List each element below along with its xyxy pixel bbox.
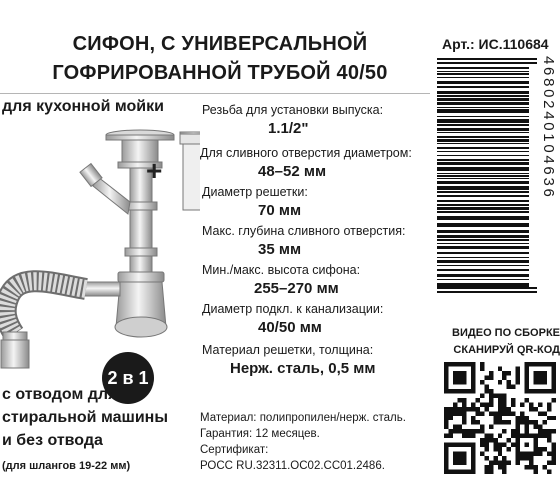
extra-pipe-illustration bbox=[150, 122, 200, 222]
spec-value-max-depth: 35 мм bbox=[258, 241, 302, 258]
title-line-2: ГОФРИРОВАННОЙ ТРУБОЙ 40/50 bbox=[52, 62, 388, 84]
spec-value-thread: 1.1/2" bbox=[268, 120, 309, 137]
title-line-1: СИФОН, С УНИВЕРСАЛЬНОЙ bbox=[72, 33, 368, 55]
two-in-one-badge: 2 в 1 bbox=[102, 352, 154, 404]
spec-value-grate-diameter: 70 мм bbox=[258, 202, 302, 219]
certificate-label: Сертификат: bbox=[200, 444, 269, 456]
qr-code[interactable] bbox=[444, 362, 556, 474]
variant-line-1: с отводом для bbox=[2, 386, 118, 403]
bottle-trap-icon bbox=[115, 272, 167, 337]
subtitle: для кухонной мойки bbox=[2, 98, 164, 115]
spec-label-sewer-connection: Диаметр подкл. к канализации: bbox=[202, 302, 384, 316]
title-divider bbox=[0, 93, 430, 94]
warranty-text: Гарантия: 12 месяцев. bbox=[200, 428, 320, 440]
material-text: Материал: полипропилен/нерж. сталь. bbox=[200, 412, 406, 424]
spec-label-drain-diameter: Для сливного отверстия диаметром: bbox=[200, 146, 412, 160]
spec-value-grate-material: Нерж. сталь, 0,5 мм bbox=[230, 360, 376, 377]
variant-line-2: стиральной машины bbox=[2, 409, 168, 426]
spec-label-grate-diameter: Диаметр решетки: bbox=[202, 185, 308, 199]
spec-value-drain-diameter: 48–52 мм bbox=[258, 163, 327, 180]
spec-label-grate-material: Материал решетки, толщина: bbox=[202, 343, 374, 357]
product-title bbox=[10, 30, 430, 88]
barcode-bars bbox=[437, 56, 537, 296]
spec-value-height: 255–270 мм bbox=[254, 280, 339, 297]
spec-value-sewer-connection: 40/50 мм bbox=[258, 319, 322, 336]
spec-label-height: Мин./макс. высота сифона: bbox=[202, 263, 361, 277]
certificate-number: РОСС RU.32311.ОС02.СС01.2486. bbox=[200, 460, 385, 472]
product-info bbox=[200, 410, 406, 474]
barcode-digits: 4680240104636 bbox=[540, 56, 557, 200]
spec-label-thread: Резьба для установки выпуска: bbox=[202, 103, 384, 117]
video-caption-line-1: ВИДЕО ПО СБОРКЕ bbox=[452, 327, 560, 339]
svg-text:+: + bbox=[146, 155, 163, 186]
video-caption-line-2: СКАНИРУЙ QR-КОД bbox=[453, 344, 560, 356]
variant-description bbox=[2, 383, 168, 452]
spec-label-max-depth: Макс. глубина сливного отверстия: bbox=[202, 224, 406, 238]
video-caption bbox=[436, 325, 560, 359]
article-number: Арт.: ИС.110684 bbox=[442, 36, 549, 52]
barcode bbox=[437, 56, 559, 296]
variant-line-3: и без отвода bbox=[2, 432, 103, 449]
hose-size-note: (для шлангов 19-22 мм) bbox=[2, 460, 131, 472]
corrugated-hose-icon bbox=[6, 281, 86, 334]
side-outlet-icon bbox=[80, 164, 130, 214]
